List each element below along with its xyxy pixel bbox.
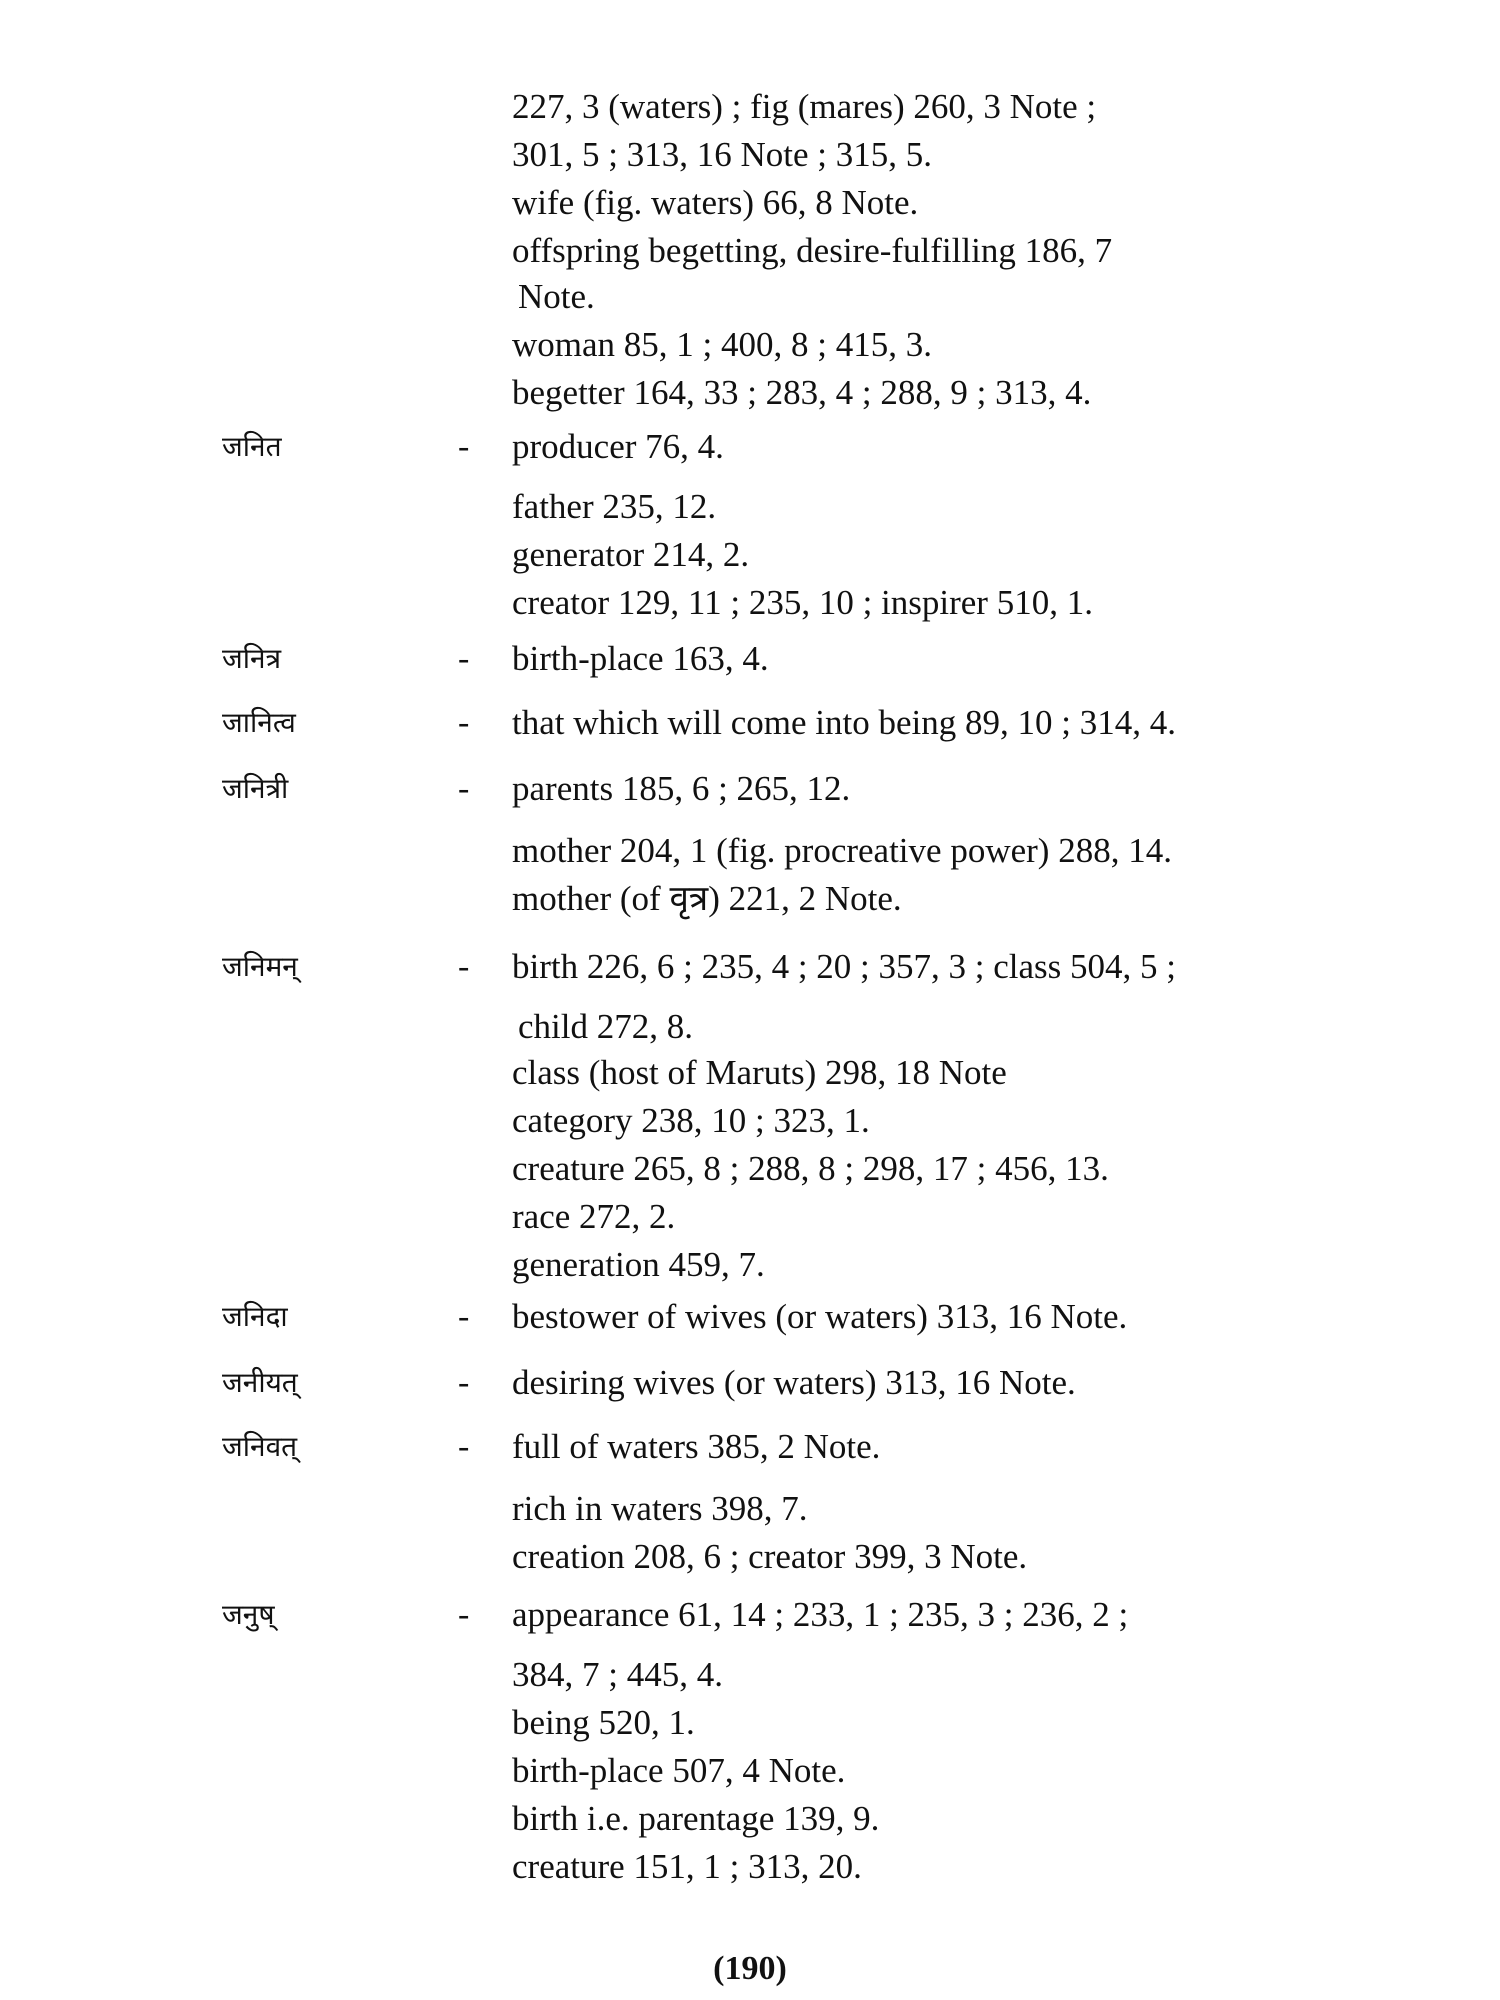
entry-dash: - (458, 770, 470, 807)
meaning-line: 227, 3 (waters) ; fig (mares) 260, 3 Note ; (512, 87, 1097, 126)
headword: जनित्र (222, 642, 282, 675)
meaning-line: class (host of Maruts) 298, 18 Note (512, 1053, 1007, 1092)
meaning-line: creature 151, 1 ; 313, 20. (512, 1847, 862, 1886)
meaning-line: rich in waters 398, 7. (512, 1489, 808, 1528)
meaning-line: birth-place 163, 4. (512, 639, 769, 678)
page-number: (190) (713, 1950, 787, 1987)
entry-dash: - (458, 704, 470, 741)
headword: जनिवत् (222, 1430, 298, 1463)
meaning-line: birth i.e. parentage 139, 9. (512, 1799, 880, 1838)
headword: जनीयत् (222, 1366, 298, 1399)
entry-dash: - (458, 640, 470, 677)
meaning-line: creation 208, 6 ; creator 399, 3 Note. (512, 1537, 1028, 1576)
meaning-line: mother 204, 1 (fig. procreative power) 288, 14. (512, 831, 1172, 870)
meaning-line: producer 76, 4. (512, 427, 724, 466)
meaning-line: that which will come into being 89, 10 ; 314, 4. (512, 703, 1176, 742)
meaning-line: birth-place 507, 4 Note. (512, 1751, 846, 1790)
entry-dash: - (458, 1596, 470, 1633)
headword: जनिमन् (222, 950, 298, 983)
meaning-line: birth 226, 6 ; 235, 4 ; 20 ; 357, 3 ; class 504, 5 ; (512, 947, 1177, 986)
meaning-line: parents 185, 6 ; 265, 12. (512, 769, 851, 808)
meaning-line: category 238, 10 ; 323, 1. (512, 1101, 870, 1140)
headword: जनिदा (222, 1300, 288, 1333)
meaning-line: bestower of wives (or waters) 313, 16 Note. (512, 1297, 1128, 1336)
meaning-line: Note. (518, 277, 595, 316)
meaning-line: creature 265, 8 ; 288, 8 ; 298, 17 ; 456, 13. (512, 1149, 1109, 1188)
headword: जनित (222, 430, 282, 463)
meaning-line: 301, 5 ; 313, 16 Note ; 315, 5. (512, 135, 932, 174)
meaning-line: desiring wives (or waters) 313, 16 Note. (512, 1363, 1076, 1402)
meaning-line: woman 85, 1 ; 400, 8 ; 415, 3. (512, 325, 932, 364)
headword: जनित्री (222, 772, 289, 805)
meaning-line: creator 129, 11 ; 235, 10 ; inspirer 510, 1. (512, 583, 1093, 622)
meaning-line: race 272, 2. (512, 1197, 676, 1236)
entry-dash: - (458, 1428, 470, 1465)
meaning-line: child 272, 8. (518, 1007, 693, 1046)
meaning-line: wife (fig. waters) 66, 8 Note. (512, 183, 919, 222)
meaning-line: father 235, 12. (512, 487, 717, 526)
meaning-line: generation 459, 7. (512, 1245, 765, 1284)
meaning-line: begetter 164, 33 ; 283, 4 ; 288, 9 ; 313, 4. (512, 373, 1092, 412)
meaning-line: full of waters 385, 2 Note. (512, 1427, 881, 1466)
meaning-line: mother (of वृत्र) 221, 2 Note. (512, 879, 902, 918)
entry-dash: - (458, 428, 470, 465)
meaning-line: being 520, 1. (512, 1703, 695, 1742)
headword: जनुष् (222, 1598, 275, 1631)
meaning-line: generator 214, 2. (512, 535, 750, 574)
entry-dash: - (458, 1298, 470, 1335)
entry-dash: - (458, 948, 470, 985)
meaning-line: offspring begetting, desire-fulfilling 186, 7 (512, 231, 1113, 270)
meaning-line: appearance 61, 14 ; 233, 1 ; 235, 3 ; 236, 2 ; (512, 1595, 1129, 1634)
entry-dash: - (458, 1364, 470, 1401)
headword: जानित्व (222, 706, 296, 739)
meaning-line: 384, 7 ; 445, 4. (512, 1655, 723, 1694)
